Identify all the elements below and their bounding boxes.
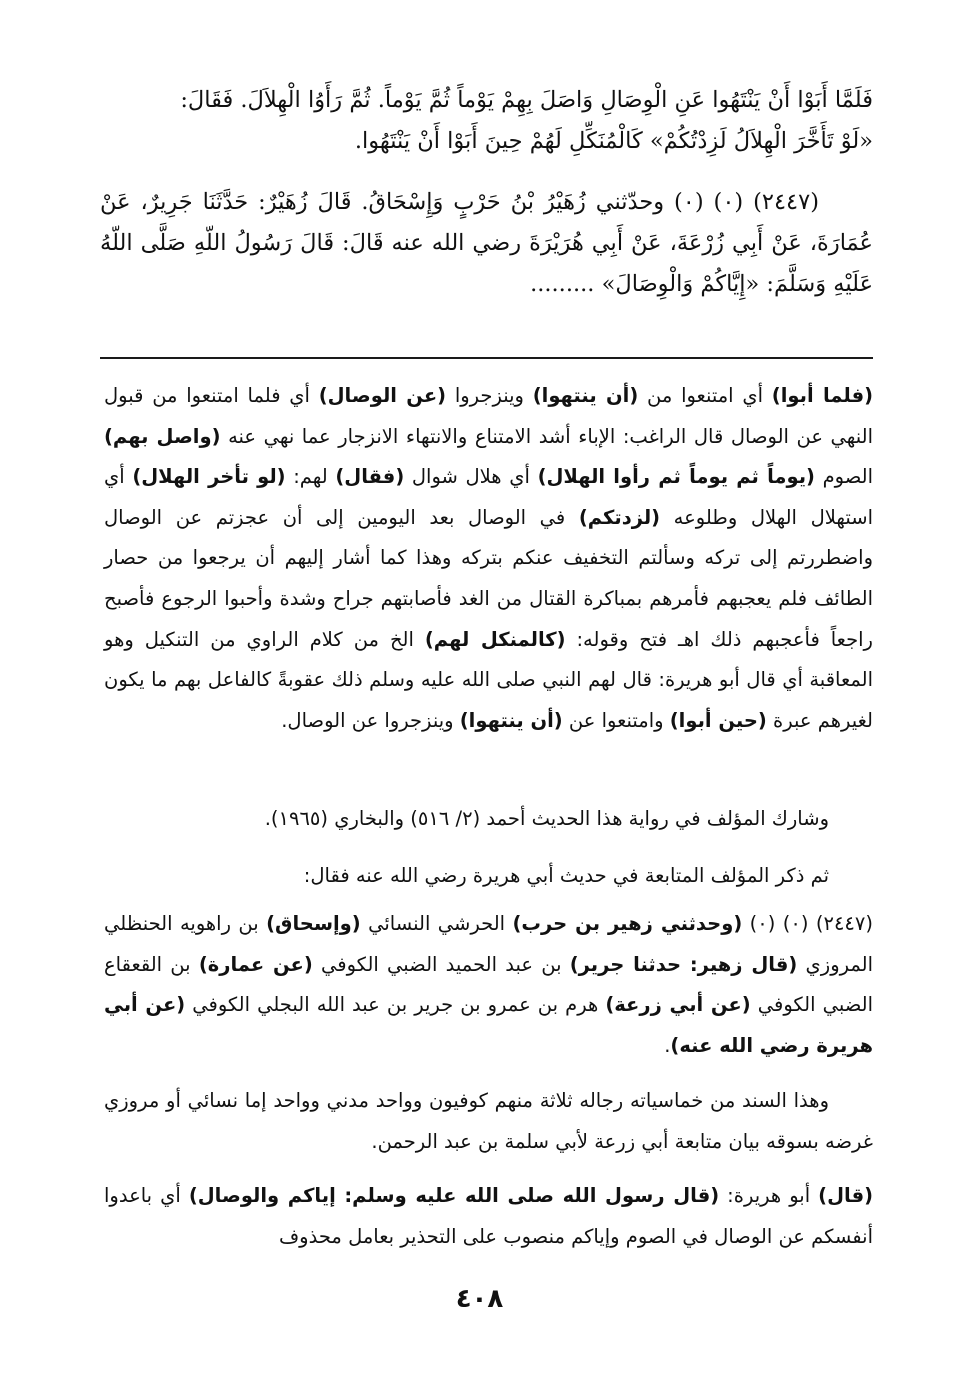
commentary-text: أي هلال شوال (404, 465, 538, 489)
quoted-term: (حين أبوا) (669, 708, 767, 732)
commentary-text: أي امتنعوا من (638, 384, 772, 407)
quoted-term: (فقال) (335, 465, 405, 489)
hadith-line: فَلَمَّا أَبَوْا أَنْ يَنْتَهُوا عَنِ الْوِصَالِ وَاصَلَ بِهِمْ يَوْماً ثُمَّ يَوْماً. ثُمَّ رَأَوُا الْهِلاَلَ. فَقَالَ: (180, 87, 873, 113)
quoted-term: (عن أبي زرعة) (605, 993, 751, 1017)
quoted-term: (يوماً ثم يوماً ثم رأوا الهلال) (537, 465, 815, 489)
quoted-term: (وحدثني زهير بن حرب) (512, 912, 743, 935)
page-number: ٤٠٨ (455, 1284, 504, 1314)
quoted-term: (قال رسول الله صلى الله عليه وسلم: إياكم والوصال) (188, 1184, 720, 1207)
commentary-text: أي استهلال الهلال وطلوعه (104, 465, 873, 529)
quoted-term: (عن أبي هريرة رضي الله عنه) (104, 993, 873, 1057)
commentary-text: بن عبد الحميد الضبي الكوفي (312, 952, 570, 976)
commentary-text: الصوم (814, 465, 874, 489)
commentary-text: أي فلما امتنعوا من قبول النهي عن الوصال قال الراغب: الإباء أشد الامتناع والانتهاء الانزجار عما نهي عنه (104, 384, 874, 448)
commentary-text: بن القعقاع الضبي الكوفي (104, 952, 873, 1017)
quoted-term: (فلما أبوا) (771, 384, 874, 407)
quoted-term: (أن ينتهوا) (459, 708, 563, 732)
commentary-section (104, 376, 874, 1248)
quoted-term: (لو تأخر الهلال) (132, 465, 286, 489)
commentary-text: وينزجروا عن الوصال. (281, 708, 460, 732)
quoted-term: (لزدتكم) (578, 505, 661, 529)
hadith-text-chain (100, 182, 873, 305)
commentary-paragraph (104, 1176, 873, 1257)
commentary-text: . (664, 1033, 671, 1057)
commentary-paragraph: وشارك المؤلف في رواية هذا الحديث أحمد (٢/ ٥١٦) والبخاري (١٩٦٥). (264, 807, 829, 830)
commentary-text: (٢٤٤٧) (٠) (٠) (742, 912, 873, 935)
hadith-line: «لَوْ تَأَخَّرَ الْهِلاَلُ لَزِدْتُكُمْ» كَالْمُنَكِّلِ لَهُمْ حِينَ أَبَوْا أَنْ يَنْتَهُوا. (354, 128, 873, 154)
commentary-text: وامتنعوا عن (562, 708, 670, 732)
quoted-term: (كالمنكل لهم) (424, 627, 566, 651)
commentary-text: أبو هريرة: (719, 1184, 819, 1207)
quoted-term: (عن الوصال) (318, 384, 447, 407)
commentary-text: الخ من كلام الراوي من التنكيل وهو المعاقبة أي قال أبو هريرة: قال لهم النبي صلى الله عليه وسلم ذلك عقوبةً كالفاعل بهم ما يكون لغيرهم عبرة (104, 627, 873, 732)
footnote-separator (100, 357, 873, 359)
commentary-text: هرم بن عمرو بن جرير بن عبد الله البجلي الكوفي (185, 993, 606, 1017)
hadith-text-continuation (100, 80, 873, 162)
commentary-text: الحرشي النسائي (360, 912, 513, 935)
commentary-text: وينزجروا (446, 384, 533, 407)
quoted-term: (وإسحاق) (266, 912, 361, 935)
commentary-text: لهم: (285, 465, 336, 489)
quoted-term: (قال زهير: حدثنا جرير) (569, 952, 798, 976)
commentary-text: بن راهويه الحنظلي المروزي (104, 912, 874, 976)
quoted-term: (واصل بهم) (104, 424, 221, 448)
commentary-paragraph (104, 376, 873, 741)
commentary-paragraph: ثم ذكر المؤلف المتابعة في حديث أبي هريرة رضي الله عنه فقال: (303, 864, 829, 887)
commentary-text: في الوصال بعد اليومين إلى أن عجزتم عن الوصال واضطررتم إلى تركه وسألتم التخفيف عنكم بتركه وهذا كما أشار إليهم أن يرجعوا من حصار الطائف فلم يعجبهم فأمرهم بمباكرة القتال من الغد فأصابتهم جراح وشدة وأحبوا الرجوع فأصبح راجعاً فأعجبهم ذلك اهـ فتح وقوله: (104, 505, 873, 651)
quoted-term: (قال) (818, 1184, 874, 1207)
hadith-paragraph: (٢٤٤٧) (٠) (٠) وحدّثني زُهَيْرُ بْنُ حَرْبٍ وَإِسْحَاقُ. قَالَ زُهَيْرٌ: حَدَّثَنَا جَرِيرٌ، عَنْ عُمَارَةَ، عَنْ أَبِي زُرْعَةَ، عَنْ أَبِي هُرَيْرَةَ رضي الله عنه قَالَ: قَالَ رَسُولُ اللّهِ صَلَّى اللّهُ عَلَيْهِ وَسَلَّمَ: «إِيَّاكُمْ وَالْوِصَالَ» ......... (100, 189, 873, 297)
commentary-paragraph (104, 904, 873, 1066)
commentary-text: أي باعدوا أنفسكم عن الوصال في الصوم وإياكم منصوب على التحذير بعامل محذوف (104, 1184, 873, 1248)
commentary-paragraph: وهذا السند من خماسياته رجاله ثلاثة منهم كوفيون وواحد مدني وواحد إما نسائي أو مروزي غرضه بسوقه بيان متابعة أبي زرعة لأبي سلمة بن عبد الرحمن. (104, 1089, 873, 1153)
quoted-term: (أن ينتهوا) (532, 384, 639, 407)
quoted-term: (عن عمارة) (198, 952, 313, 976)
